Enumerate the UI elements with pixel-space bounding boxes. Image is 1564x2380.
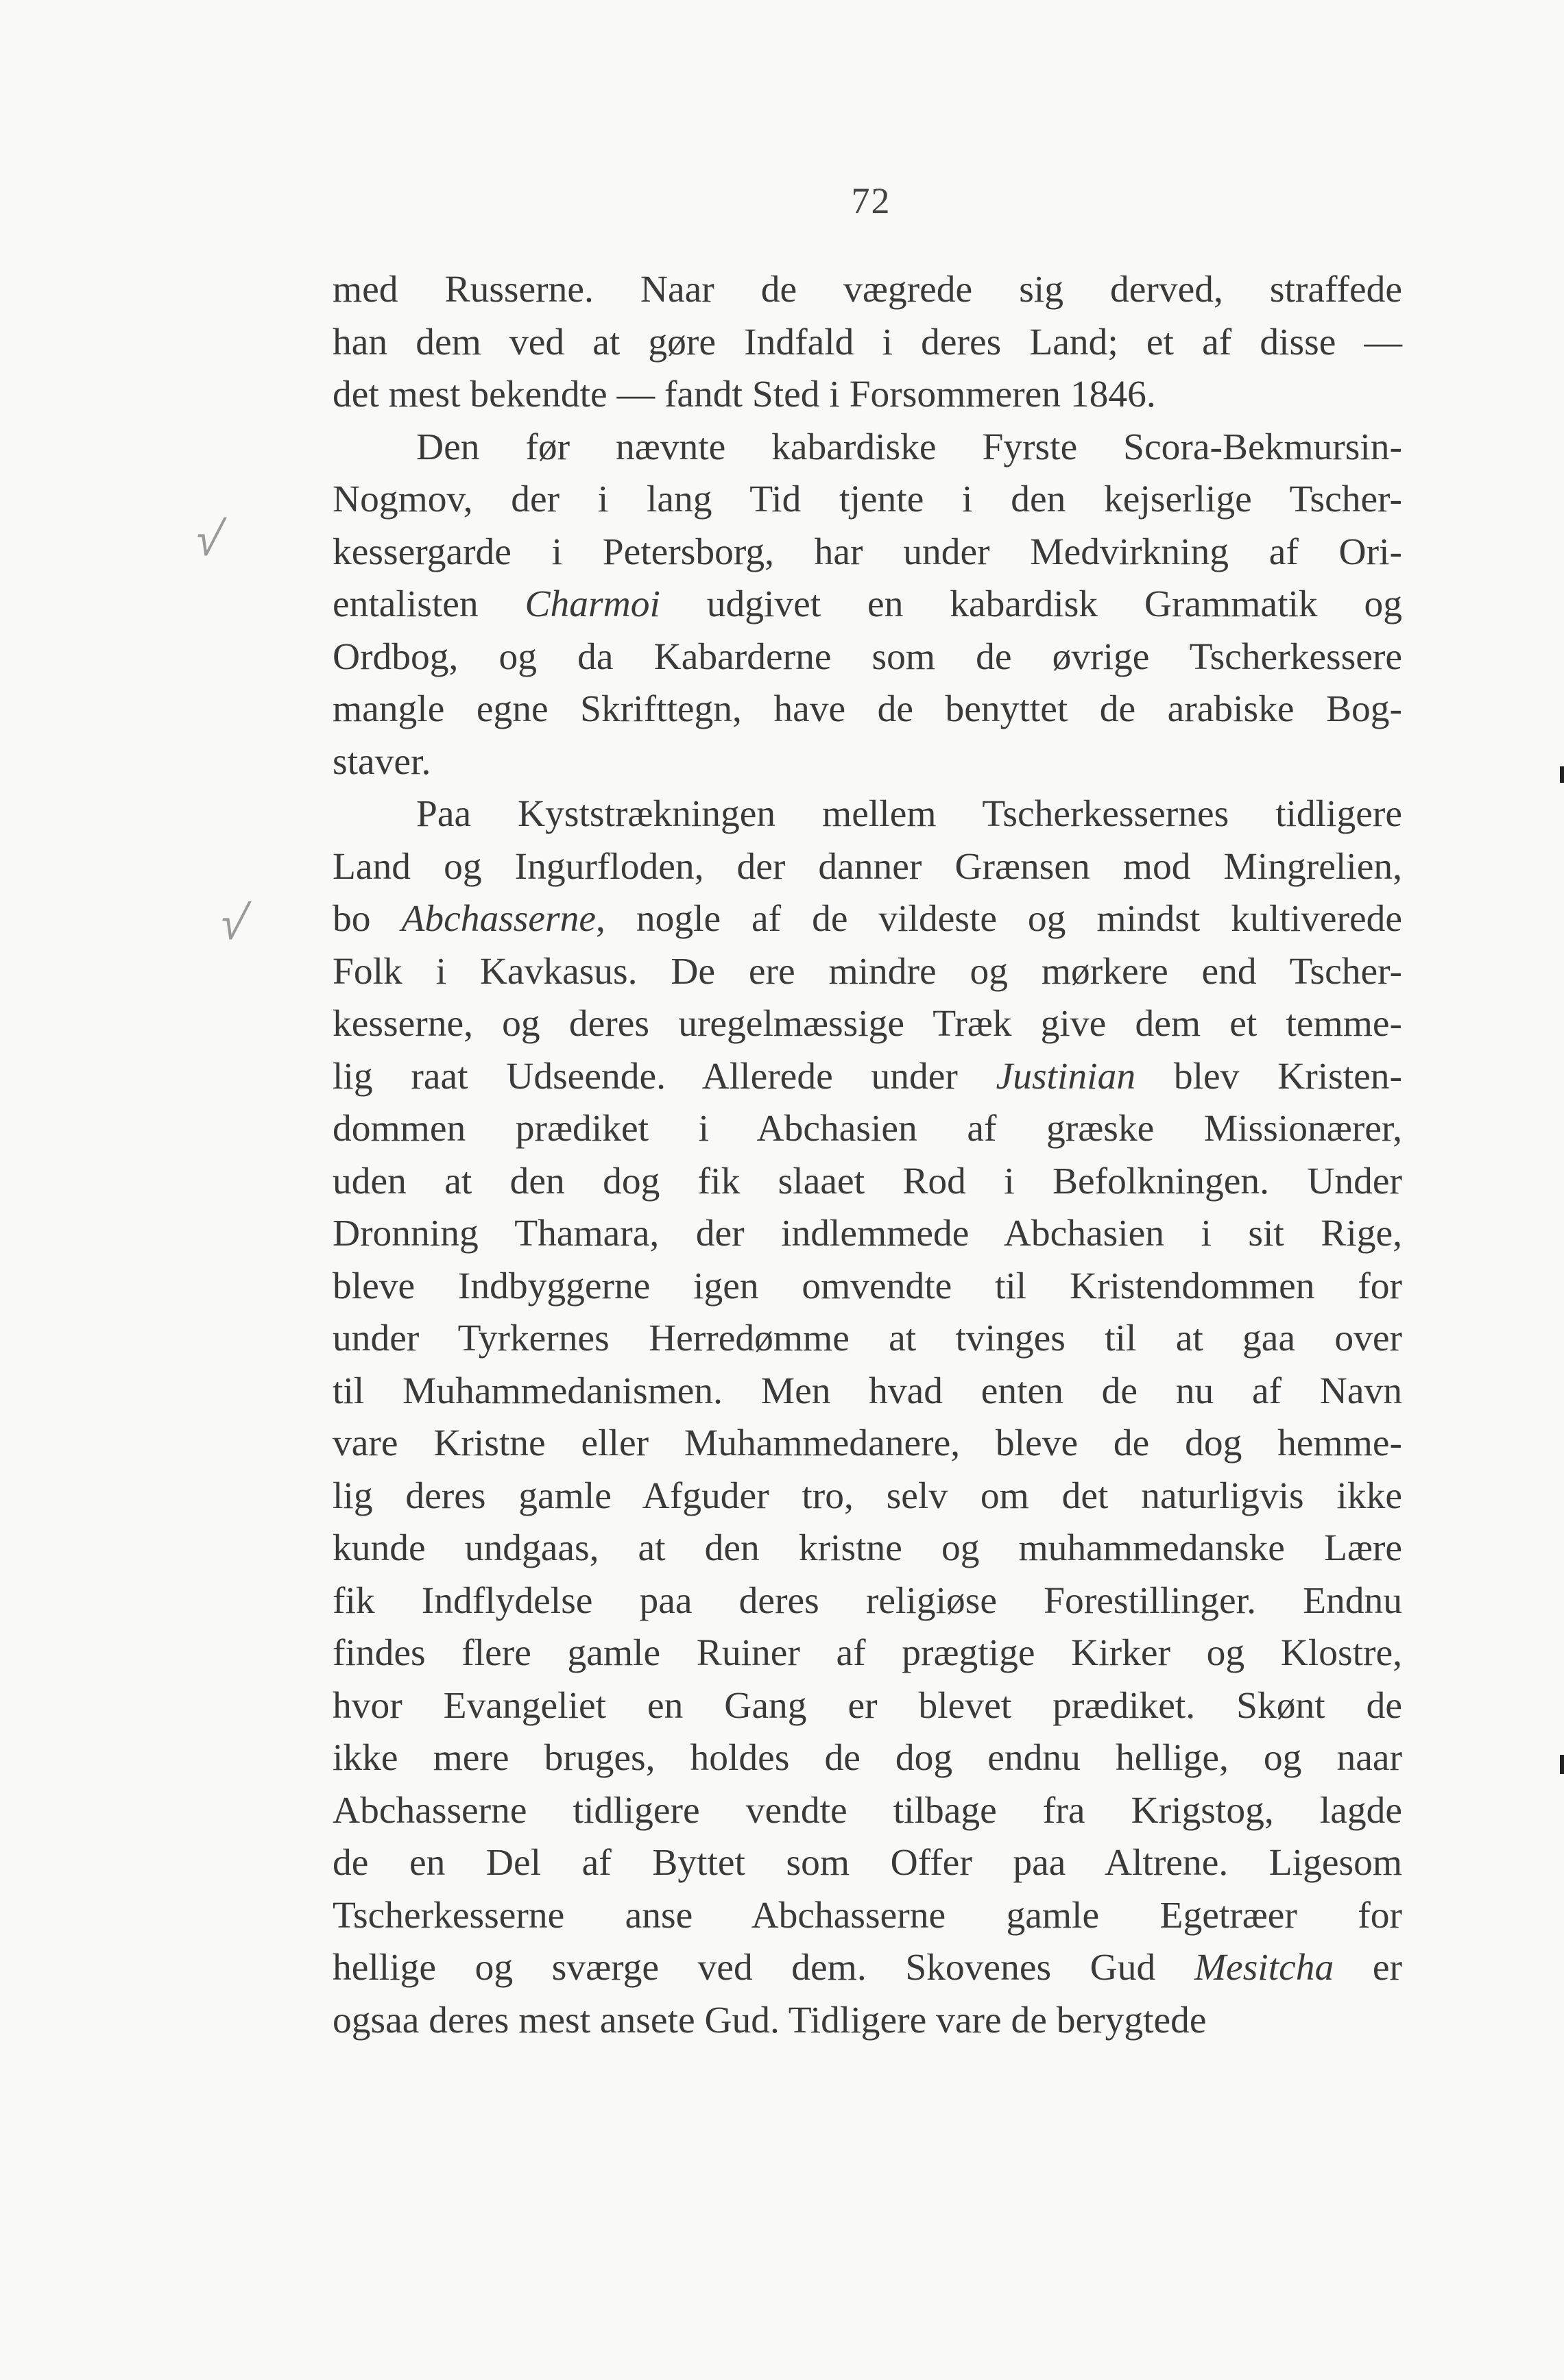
text-line: bleve Indbyggerne igen omvendte til Kristendommen for — [333, 1265, 1402, 1307]
text-line: de en Del af Byttet som Offer paa Altrene. Ligesom — [333, 1842, 1402, 1884]
text-line: det mest bekendte — fandt Sted i Forsommeren 1846. — [333, 374, 1156, 415]
text-line: Abchasserne tidligere vendte tilbage fra Krigstog, lagde — [333, 1789, 1402, 1832]
page-number: 72 — [851, 180, 891, 221]
paragraph — [333, 264, 1402, 422]
text-line: vare Kristne eller Muhammedanere, bleve de dog hemme- — [333, 1422, 1402, 1464]
text-line: lig deres gamle Afguder tro, selv om det naturligvis ikke — [333, 1474, 1402, 1517]
text-line: entalisten Charmoi udgivet en kabardisk Grammatik og — [333, 583, 1402, 625]
text-line: Folk i Kavkasus. De ere mindre og mørkere end Tscher- — [333, 950, 1402, 993]
page-edge-mark — [1560, 1755, 1564, 1774]
text-line: kunde undgaas, at den kristne og muhammedanske Lære — [333, 1527, 1402, 1569]
margin-check-mark: √ — [215, 895, 254, 951]
text-line: Land og Ingurfloden, der danner Grænsen mod Mingrelien, — [333, 845, 1402, 888]
text-line: Ordbog, og da Kabarderne som de øvrige Tscherkessere — [333, 635, 1402, 678]
page-edge-mark — [1560, 766, 1564, 783]
text-line: kessergarde i Petersborg, har under Medvirkning af Ori- — [333, 531, 1402, 573]
paragraph — [333, 788, 1402, 2047]
body-text — [333, 264, 1402, 2047]
text-line: staver. — [333, 740, 431, 783]
text-line: med Russerne. Naar de vægrede sig derved, straffede — [333, 269, 1402, 311]
text-line: uden at den dog fik slaaet Rod i Befolkningen. Under — [333, 1160, 1402, 1202]
text-line: hellige og sværge ved dem. Skovenes Gud Mesitcha er — [333, 1947, 1402, 1989]
text-line: ikke mere bruges, holdes de dog endnu hellige, og naar — [333, 1737, 1402, 1779]
text-line: Den før nævnte kabardiske Fyrste Scora-Bekmursin- — [416, 426, 1402, 468]
text-line: Paa Kyststrækningen mellem Tscherkessernes tidligere — [416, 793, 1402, 835]
text-line: til Muhammedanismen. Men hvad enten de nu af Navn — [333, 1370, 1402, 1412]
text-line: Dronning Thamara, der indlemmede Abchasien i sit Rige, — [333, 1213, 1402, 1254]
text-line: Nogmov, der i lang Tid tjente i den kejserlige Tscher- — [333, 478, 1402, 520]
text-line: lig raat Udseende. Allerede under Justinian blev Kristen- — [333, 1055, 1402, 1097]
text-line: dommen prædiket i Abchasien af græske Missionærer, — [333, 1108, 1402, 1150]
text-line: findes flere gamle Ruiner af prægtige Kirker og Klostre, — [333, 1632, 1402, 1674]
text-line: under Tyrkernes Herredømme at tvinges til at gaa over — [333, 1318, 1402, 1359]
text-line: bo Abchasserne, nogle af de vildeste og mindst kultiverede — [333, 898, 1402, 940]
text-line: han dem ved at gøre Indfald i deres Land; et af disse — — [333, 321, 1402, 363]
margin-check-mark: √ — [190, 511, 229, 567]
text-line: Tscherkesserne anse Abchasserne gamle Egetræer for — [333, 1894, 1402, 1936]
text-line: kesserne, og deres uregelmæssige Træk give dem et temme- — [333, 1003, 1402, 1045]
paragraph — [333, 422, 1402, 789]
text-line: mangle egne Skrifttegn, have de benyttet de arabiske Bog- — [333, 688, 1402, 730]
text-line: hvor Evangeliet en Gang er blevet prædiket. Skønt de — [333, 1684, 1402, 1727]
text-line: fik Indflydelse paa deres religiøse Forestillinger. Endnu — [333, 1579, 1402, 1622]
text-line: ogsaa deres mest ansete Gud. Tidligere vare de berygtede — [333, 1999, 1207, 2041]
